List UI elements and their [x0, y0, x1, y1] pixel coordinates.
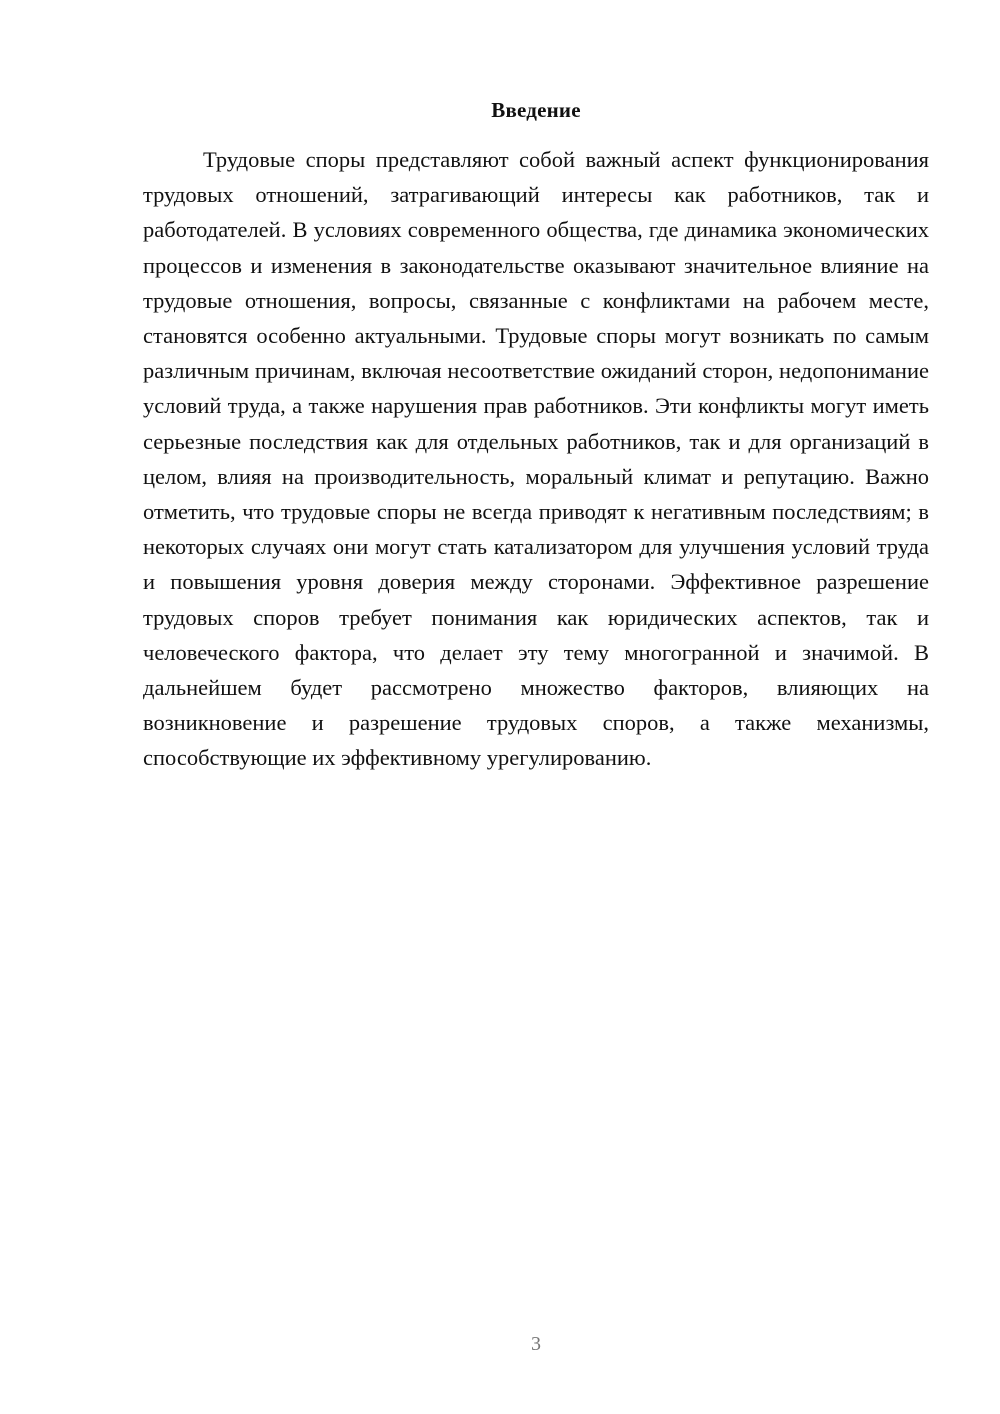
- section-heading: Введение: [491, 98, 581, 122]
- body-paragraph: Трудовые споры представляют собой важный аспект функционирования трудовых отношений, затрагивающий интересы как работников, так и работодателей. В условиях современного общества, где динамика экономических процессов и изменения в законодательстве оказывают значительное влияние на трудовые отношения, вопросы, связанные с конфликтами на рабочем месте, становятся особенно актуальными. Трудовые споры могут возникать по самым различным причинам, включая несоответствие ожиданий сторон, недопонимание условий труда, а также нарушения прав работников. Эти конфликты могут иметь серьезные последствия как для отдельных работников, так и для организаций в целом, влияя на производительность, моральный климат и репутацию. Важно отметить, что трудовые споры не всегда приводят к негативным последствиям; в некоторых случаях они могут стать катализатором для улучшения условий труда и повышения уровня доверия между сторонами. Эффективное разрешение трудовых споров требует понимания как юридических аспектов, так и человеческого фактора, что делает эту тему многогранной и значимой. В дальнейшем будет рассмотрено множество факторов, влияющих на возникновение и разрешение трудовых споров, а также механизмы, способствующие их эффективному урегулированию.: [143, 147, 929, 771]
- page-number: 3: [531, 1333, 541, 1355]
